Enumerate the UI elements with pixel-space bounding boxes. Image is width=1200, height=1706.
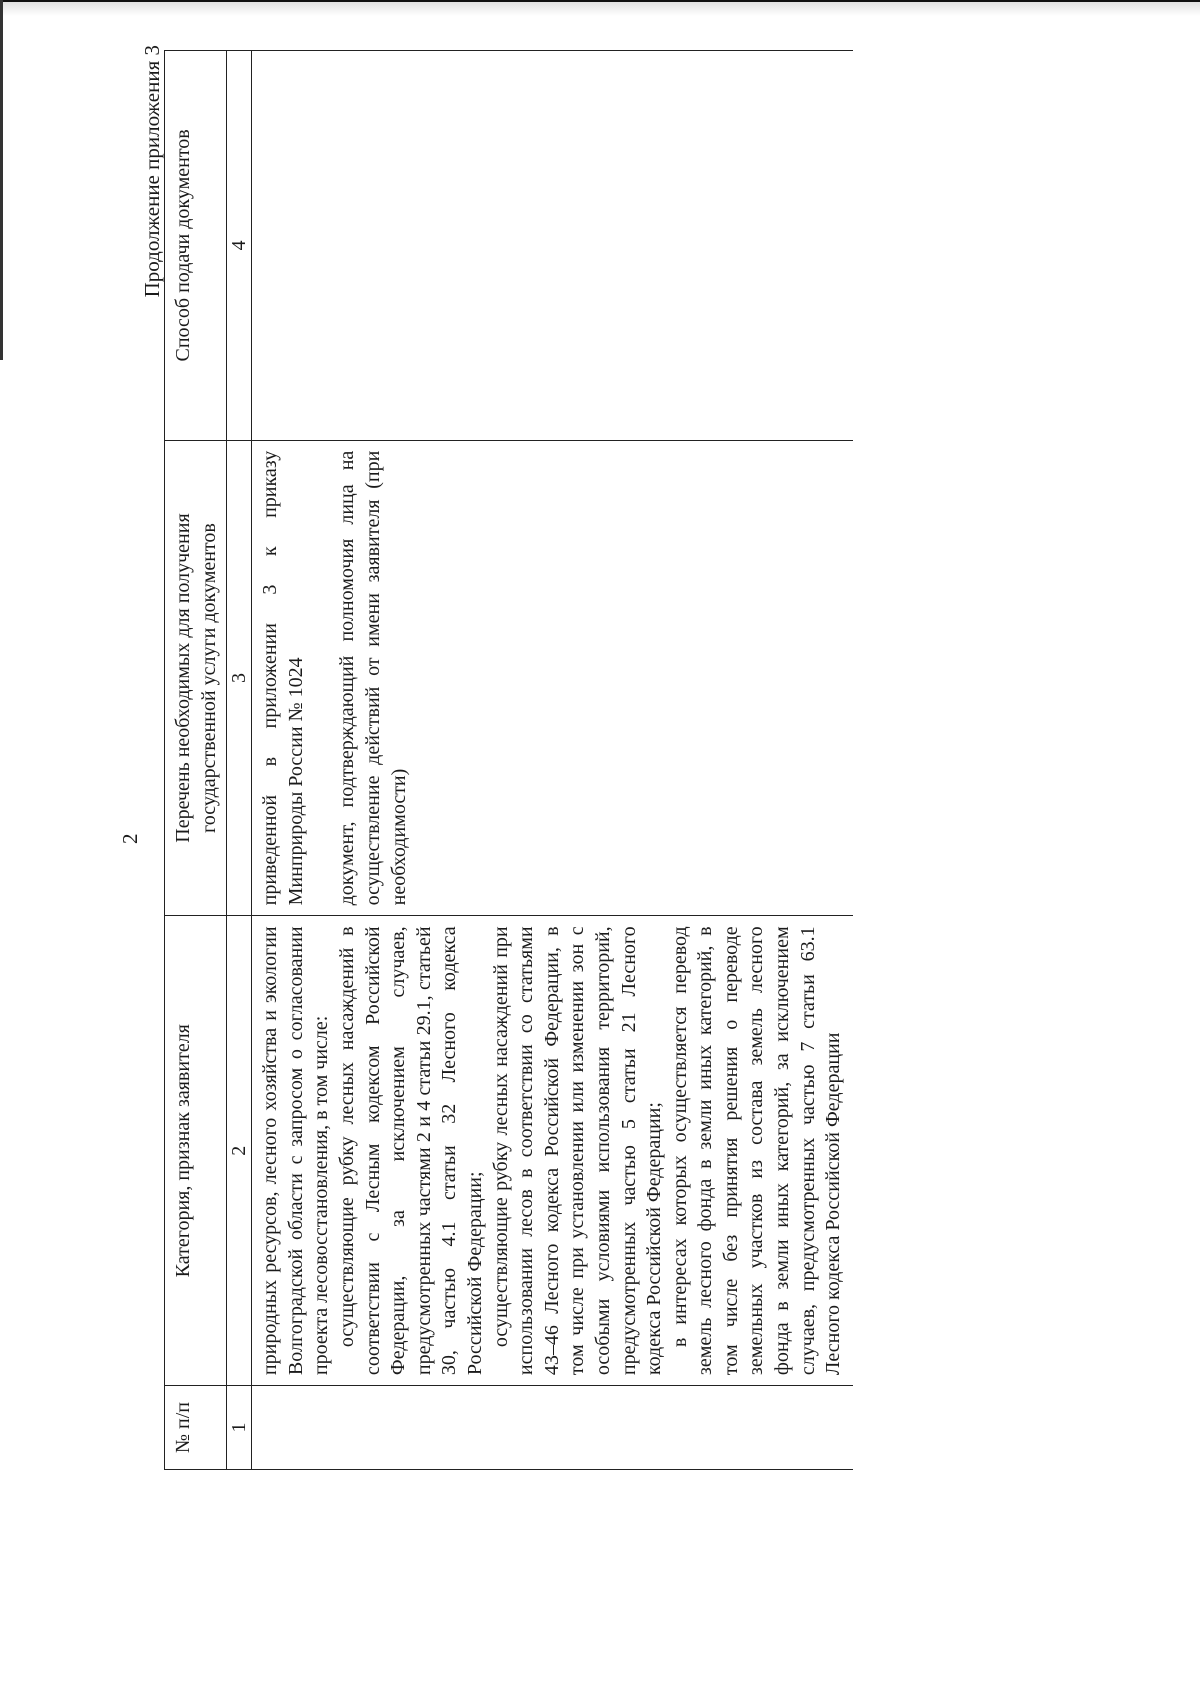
cell-submission-method xyxy=(252,51,853,441)
cell-documents xyxy=(252,440,853,916)
category-paragraph: природных ресурсов, лесного хозяйства и экологии Волгоградской области с запросом о согласовании проекта лесовосстановления, в том числе: xyxy=(259,926,333,1376)
table-header-row xyxy=(165,51,227,1470)
column-number-3: 3 xyxy=(227,440,252,916)
cell-number xyxy=(252,1386,853,1470)
column-number-2: 2 xyxy=(227,916,252,1386)
table-row xyxy=(252,51,853,1470)
continuation-note: Продолжение приложения 3 xyxy=(140,45,164,298)
documents-table xyxy=(164,50,853,1470)
category-paragraph: осуществляющие рубку лесных насаждений в соответствии с Лесным кодексом Российской Федерации, за исключением случаев, предусмотренных частями 2 и 4 статьи 29.1, статьей 30, частью 4.1 статьи 32 Лесного кодекса Российской Федерации; xyxy=(335,926,486,1376)
category-paragraph: в интересах которых осуществляется перевод земель лесного фонда в земли иных категорий, в том числе без принятия решения о переводе земельных участков из состава земель лесного фонда в земли иных категорий, за исключением случаев, предусмотренных частью 7 статьи 63.1 Лесного кодекса Российской Федерации xyxy=(668,926,845,1376)
documents-paragraph: документ, подтверждающий полномочия лица на осуществление действий от имени заявителя (при необходимости) xyxy=(336,450,410,906)
header-submission-method: Способ подачи документов xyxy=(165,51,227,441)
column-number-row xyxy=(227,51,252,1470)
cell-category xyxy=(252,916,853,1386)
header-number: № п/п xyxy=(165,1386,227,1470)
category-paragraph: осуществляющие рубку лесных насаждений при использовании лесов в соответствии со статьями 43–46 Лесного кодекса Российской Федерации, в том числе при установлении или изменении зон с особыми условиями использования территорий, предусмотренных частью 5 статьи 21 Лесного кодекса Российской Федерации; xyxy=(489,926,666,1376)
column-number-4: 4 xyxy=(227,51,252,441)
column-number-1: 1 xyxy=(227,1386,252,1470)
header-category: Категория, признак заявителя xyxy=(165,916,227,1386)
documents-paragraph: приведенной в приложении 3 к приказу Минприроды России № 1024 xyxy=(259,450,307,906)
page-number: 2 xyxy=(118,833,142,844)
header-documents-list: Перечень необходимых для получения государственной услуги документов xyxy=(165,440,227,916)
